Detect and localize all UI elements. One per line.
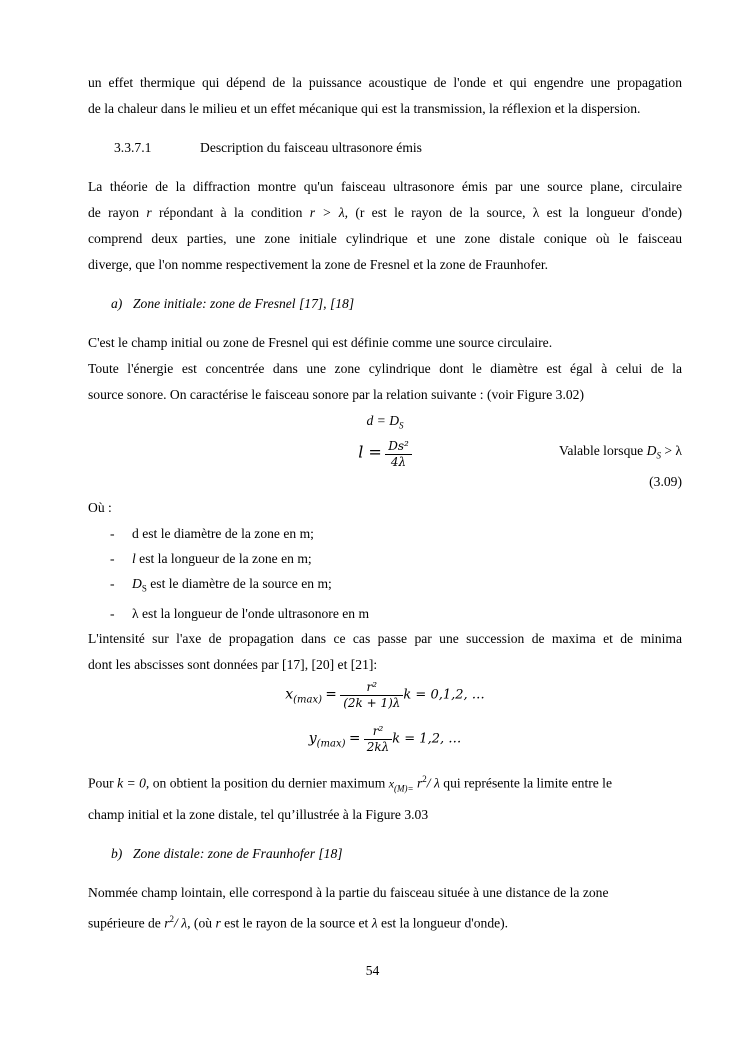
document-page [88,70,682,936]
equation-d: $d = D_S$ [366,413,404,431]
list-item: - $D_S$ est le diamètre de la source en m; [110,575,332,594]
subheading-a: a) Zone initiale: zone de Fresnel [17], [18] [111,296,355,311]
paragraph-last-maximum: Pour k = 0, on obtient la position du dernier maximum $x_{(M)=}$ $r^2/$ λ qui représente la limite entre le champ initial et la zone distale, tel qu’illustrée à la Figure 3.03 [88,774,612,822]
equation-condition: Valable lorsque $D_S > \lambda$ [559,442,682,461]
equation-xmax: $x_{(max)}$ = $\frac{\text{r²}}{(2k + 1)\lambda}$ k = 0,1,2, … [285,680,485,711]
equation-ymax: $y_{(max)}$ = $\frac{\text{r²}}{2k\lambda}$ k = 1,2, … [308,724,462,755]
list-item: - λ est la longueur de l'onde ultrasonore en m [110,606,370,622]
subheading-b: b) Zone distale: zone de Fraunhofer [18] [111,845,343,861]
equation-l: l = $\frac{\text{Ds²}}{4\lambda}$ Valable lorsque $D_S > \lambda$ [358,438,682,469]
section-title: Description du faisceau ultrasonore émis [200,140,422,155]
paragraph-intensity: L'intensité sur l'axe de propagation dans ce cas passe par une succession de maxima et de minima dont les abscisses sont données par [17], [20] et [21]: [88,631,682,673]
paragraph-fraunhofer: Nommée champ lointain, elle correspond à la partie du faisceau située à une distance de la zone supérieure de $r^2/$ λ, (où r est le rayon de la source et λ est la longueur d'onde). [88,884,609,931]
section-number: 3.3.7.1 [114,140,152,155]
equation-number: (3.09) [649,473,682,489]
ou-label: Où : [88,499,112,515]
list-item: - d est le diamètre de la zone en m; [110,525,314,541]
paragraph-fresnel: C'est le champ initial ou zone de Fresnel qui est définie comme une source circulaire. Toute l'énergie est concentrée dans une zone cylindrique dont le diamètre est égal à celui de la source sonore. On caractérise le faisceau sonore par la relation suivante : (voir Figure 3.02) [88,335,682,402]
paragraph-intro-line1: un effet thermique qui dépend de la puissance acoustique de l'onde et qui engendre une propagation [88,75,682,90]
paragraph-intro-line2: de la chaleur dans le milieu et un effet mécanique qui est la transmission, la réflexion et la dispersion. [88,101,641,116]
definitions-list [88,521,682,627]
page-number: 54 [365,963,380,978]
paragraph-diffraction: La théorie de la diffraction montre qu'un faisceau ultrasonore émis par une source plane, circulaire de rayon r répondant à la condition r > λ, (r est le rayon de la source, λ est la longueur d'onde) comprend deux parties, une zone initiale cylindrique et une zone distale conique où le faisceau diverge, que l'on nomme respectivement la zone de Fresnel et la zone de Fraunhofer. [88,179,682,272]
section-heading [88,135,682,161]
list-item: - l est la longueur de la zone en m; [110,550,312,566]
